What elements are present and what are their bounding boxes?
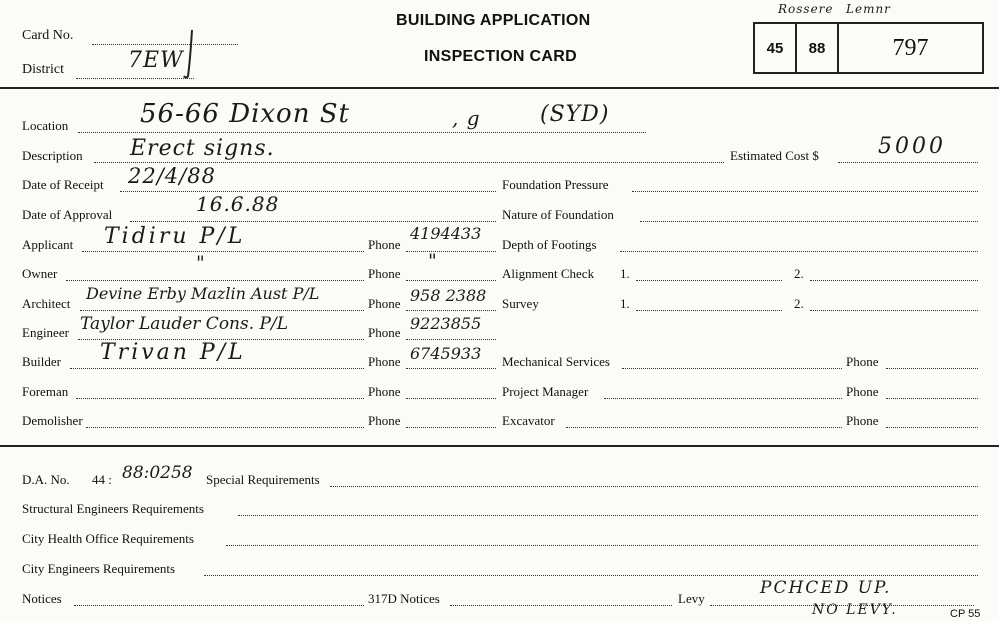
project-manager-phone-label: Phone	[846, 384, 879, 399]
alignment-check-label: Alignment Check	[502, 266, 595, 281]
levy-value-2: NO LEVY.	[812, 602, 898, 618]
owner-phone-label: Phone	[368, 266, 401, 281]
location-line[interactable]	[78, 132, 646, 133]
city-engineers-label: City Engineers Requirements	[22, 561, 176, 576]
project-manager-label: Project Manager	[502, 384, 589, 399]
engineer-value: Taylor Lauder Cons. P/L	[80, 314, 288, 334]
excavator-line[interactable]	[566, 427, 842, 428]
notices-label: Notices	[22, 591, 62, 606]
owner-phone-value: "	[428, 250, 438, 272]
owner-value: "	[196, 252, 206, 274]
date-approval-line[interactable]	[130, 221, 496, 222]
excavator-phone-line[interactable]	[886, 427, 978, 428]
box-annotation-1: Rossere	[778, 2, 834, 16]
depth-footings-label: Depth of Footings	[502, 237, 597, 252]
depth-footings-line[interactable]	[620, 251, 978, 252]
alignment-num-1: 1.	[620, 266, 630, 281]
builder-line[interactable]	[70, 368, 364, 369]
city-engineers-line[interactable]	[204, 575, 978, 576]
engineer-phone-label: Phone	[368, 325, 401, 340]
applicant-phone-line[interactable]	[406, 251, 496, 252]
da-value: 88:0258	[122, 463, 193, 483]
date-approval-label: Date of Approval	[22, 207, 113, 222]
alignment-num-2: 2.	[794, 266, 804, 281]
card-no-line[interactable]	[92, 44, 238, 45]
da-prefix: 44 :	[92, 472, 112, 487]
middle-divider	[0, 445, 999, 447]
top-divider	[0, 87, 999, 89]
special-requirements-label: Special Requirements	[206, 472, 320, 487]
date-receipt-value: 22/4/88	[128, 164, 216, 188]
description-label: Description	[22, 148, 83, 163]
architect-label: Architect	[22, 296, 71, 311]
builder-phone-line[interactable]	[406, 368, 496, 369]
architect-line[interactable]	[80, 310, 364, 311]
applicant-value: Tidiru P/L	[104, 224, 246, 249]
location-label: Location	[22, 118, 69, 133]
demolisher-label: Demolisher	[22, 413, 83, 428]
survey-num-2: 2.	[794, 296, 804, 311]
owner-label: Owner	[22, 266, 58, 281]
location-note: (SYD)	[540, 102, 610, 127]
district-value: 7EW	[128, 48, 184, 73]
survey-line-2[interactable]	[810, 310, 978, 311]
description-line[interactable]	[94, 162, 724, 163]
district-line[interactable]	[76, 78, 194, 79]
excavator-label: Excavator	[502, 413, 555, 428]
alignment-line-1[interactable]	[636, 280, 782, 281]
applicant-phone-value: 4194433	[410, 224, 482, 243]
title-line-1: BUILDING APPLICATION	[396, 12, 591, 29]
estimated-cost-line[interactable]	[838, 162, 978, 163]
builder-value: Trivan P/L	[100, 340, 246, 365]
notices-317d-label: 317D Notices	[368, 591, 440, 606]
date-receipt-label: Date of Receipt	[22, 177, 104, 192]
mechanical-label: Mechanical Services	[502, 354, 610, 369]
project-manager-line[interactable]	[604, 398, 842, 399]
foundation-pressure-label: Foundation Pressure	[502, 177, 609, 192]
description-value: Erect signs.	[130, 136, 275, 161]
mechanical-line[interactable]	[622, 368, 842, 369]
notices-317d-line[interactable]	[450, 605, 672, 606]
mechanical-phone-label: Phone	[846, 354, 879, 369]
box-cell-2: 88	[797, 24, 839, 72]
applicant-label: Applicant	[22, 237, 74, 252]
box-annotation-2: Lemnr	[846, 2, 891, 16]
architect-value: Devine Erby Mazlin Aust P/L	[86, 284, 320, 303]
foundation-pressure-line[interactable]	[632, 191, 978, 192]
engineer-phone-line[interactable]	[406, 339, 496, 340]
levy-value: PCHCED UP.	[760, 578, 892, 598]
district-label: District	[22, 62, 64, 77]
box-cell-1: 45	[755, 24, 797, 72]
survey-num-1: 1.	[620, 296, 630, 311]
engineer-label: Engineer	[22, 325, 69, 340]
handwritten-stroke-icon	[183, 28, 197, 80]
title-line-2: INSPECTION CARD	[424, 48, 577, 65]
architect-phone-value: 958 2388	[410, 286, 487, 305]
structural-line[interactable]	[238, 515, 978, 516]
survey-line-1[interactable]	[636, 310, 782, 311]
health-line[interactable]	[226, 545, 978, 546]
architect-phone-label: Phone	[368, 296, 401, 311]
owner-phone-line[interactable]	[406, 280, 496, 281]
applicant-phone-label: Phone	[368, 237, 401, 252]
health-label: City Health Office Requirements	[22, 531, 194, 546]
levy-label: Levy	[678, 591, 705, 606]
box-cell-3: 797	[892, 34, 929, 61]
estimated-cost-label: Estimated Cost $	[730, 148, 819, 163]
location-extra: , g	[452, 106, 481, 130]
architect-phone-line[interactable]	[406, 310, 496, 311]
foreman-label: Foreman	[22, 384, 69, 399]
demolisher-phone-label: Phone	[368, 413, 401, 428]
foreman-phone-line[interactable]	[406, 398, 496, 399]
form-code: CP 55	[950, 608, 981, 620]
nature-foundation-label: Nature of Foundation	[502, 207, 614, 222]
location-value: 56-66 Dixon St	[140, 99, 350, 129]
project-manager-phone-line[interactable]	[886, 398, 978, 399]
special-requirements-line[interactable]	[330, 486, 978, 487]
alignment-line-2[interactable]	[810, 280, 978, 281]
card-no-label: Card No.	[22, 28, 74, 43]
owner-line[interactable]	[66, 280, 364, 281]
demolisher-phone-line[interactable]	[406, 427, 496, 428]
notices-line[interactable]	[74, 605, 364, 606]
da-label: D.A. No.	[22, 472, 70, 487]
applicant-line[interactable]	[82, 251, 364, 252]
estimated-cost-value: 5000	[878, 134, 946, 159]
excavator-phone-label: Phone	[846, 413, 879, 428]
nature-foundation-line[interactable]	[640, 221, 978, 222]
reference-box	[753, 22, 984, 74]
date-receipt-line[interactable]	[120, 191, 496, 192]
engineer-phone-value: 9223855	[410, 314, 482, 333]
builder-label: Builder	[22, 354, 61, 369]
foreman-line[interactable]	[76, 398, 364, 399]
mechanical-phone-line[interactable]	[886, 368, 978, 369]
survey-label: Survey	[502, 296, 539, 311]
demolisher-line[interactable]	[86, 427, 364, 428]
date-approval-value: 16.6.88	[196, 192, 280, 216]
builder-phone-value: 6745933	[410, 344, 482, 363]
foreman-phone-label: Phone	[368, 384, 401, 399]
structural-label: Structural Engineers Requirements	[22, 501, 204, 516]
builder-phone-label: Phone	[368, 354, 401, 369]
